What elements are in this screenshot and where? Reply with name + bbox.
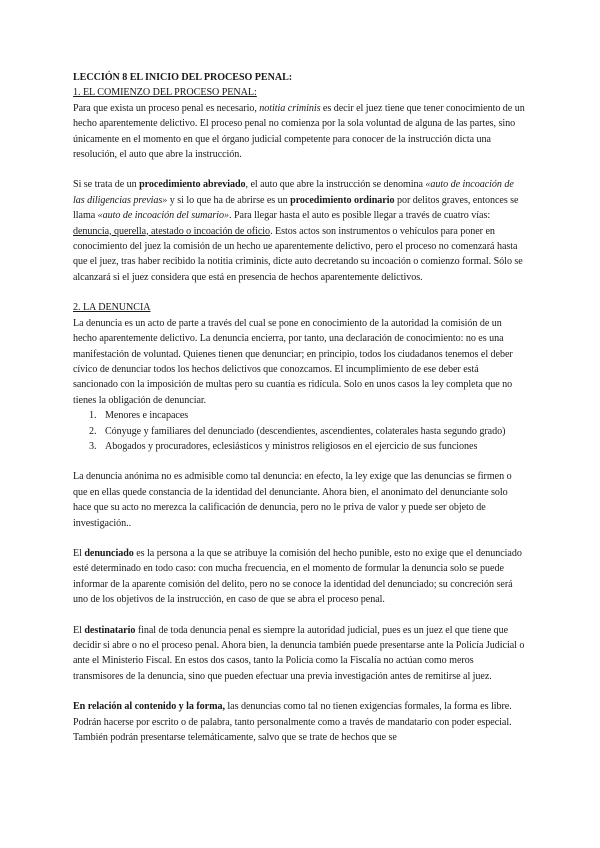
section-heading-comienzo: 1. EL COMIENZO DEL PROCESO PENAL: [73, 87, 257, 99]
lesson-title: LECCIÓN 8 EL INICIO DEL PROCESO PENAL: [73, 72, 293, 83]
list-item: 2. Cónyuge y familiares del denunciado (descendientes, ascendientes, colaterales hasta segundo grado) [99, 424, 525, 439]
paragraph-notitia-criminis: Para que exista un proceso penal es necesario, notitia criminis es decir el juez tiene que tener conocimiento de un hecho aparentemente delictivo. El proceso penal no comienza por la sola voluntad de alguna de las partes, sino únicamente en el momento en que el órgano judicial competente para conocer de la instrucción dicta una resolución, el auto que abre la instrucción. [73, 102, 525, 161]
document-page [73, 70, 525, 745]
section-heading-denuncia: 2. LA DENUNCIA [73, 302, 151, 314]
list-item: 3. Abogados y procuradores, eclesiásticos y ministros religiosos en el ejercicio de sus funciones [99, 439, 525, 454]
paragraph-vias-inicio: Si se trata de un procedimiento abreviado, el auto que abre la instrucción se denomina «auto de incoación de las diligencias previas» y si lo que ha de abrirse es un procedimiento ordinario por delitos graves, entonces se llama «auto de incoación del sumario». Para llegar hasta el auto es posible llegar a través de cuatro vías: denuncia, querella, atestado o incoación de oficio. Estos actos son instrumentos o vehículos para poner en conocimiento del juez la comisión de un hecho ue aparentemente delictivo, pero el proceso no comenzará hasta que el juez, tras haber recibido la notitia criminis, dicte auto decretando su incoación o comienzo formal. Sólo se alcanzará si el juez considera que está en presencia de hechos aparentemente delictivos. [73, 179, 523, 283]
paragraph-denuncia-definicion: La denuncia es un acto de parte a través del cual se pone en conocimiento de la autoridad la comisión de un hecho aparentemente delictivo. La denuncia encierra, por tanto, una declaración de conocimiento: no es una manifestación de voluntad. Quienes tienen que denunciar; en principio, todos los ciudadanos tenemos el deber cívico de denunciar todos los hechos delictivos que conozcamos. El incumplimiento de ese deber está sancionado con la imposición de multas pero su cuantía es ridícula. Solo en unos casos la ley completa que no tienes la obligación de denunciar. [73, 317, 513, 406]
paragraph-contenido-forma: En relación al contenido y la forma, las denuncias como tal no tienen exigencias formales, la forma es libre. Podrán hacerse por escrito o de palabra, tanto personalmente como a través de mandatario con poder especial. También podrán presentarse telemáticamente, salvo que se trate de hechos que se [73, 701, 512, 744]
list-item: 1. Menores e incapaces [99, 408, 525, 423]
paragraph-destinatario: El destinatario final de toda denuncia penal es siempre la autoridad judicial, pues es un juez el que tiene que decidir si abre o no el proceso penal. Ahora bien, la denuncia también puede presentarse ante la Policía Judicial o ante el Ministerio Fiscal. En estos dos casos, tanto la Policía como la Fiscalía no actúan como meros transmisores de la denuncia, sino que pueden efectuar una previa investigación antes de remitirse al juez. [73, 624, 525, 682]
exempt-list [73, 408, 525, 454]
paragraph-denunciado: El denunciado es la persona a la que se atribuye la comisión del hecho punible, esto no exige que el denunciado esté determinado en todo caso: con mucha frecuencia, en el momento de formular la denuncia solo se puede informar de la aparente comisión del delito, pero no se conoce la identidad del denunciado; su concreción será uno de los objetivos de la instrucción, en caso de que se abra el proceso penal. [73, 547, 522, 606]
paragraph-denuncia-anonima: La denuncia anónima no es admisible como tal denuncia: en efecto, la ley exige que las denuncias se firmen o que en ellas quede constancia de la identidad del denunciante. Ahora bien, el anonimato del denunciante solo hace que su acto no merezca la calificación de denuncia, pero no le priva de valor y puede ser objeto de investigación.. [73, 471, 512, 529]
